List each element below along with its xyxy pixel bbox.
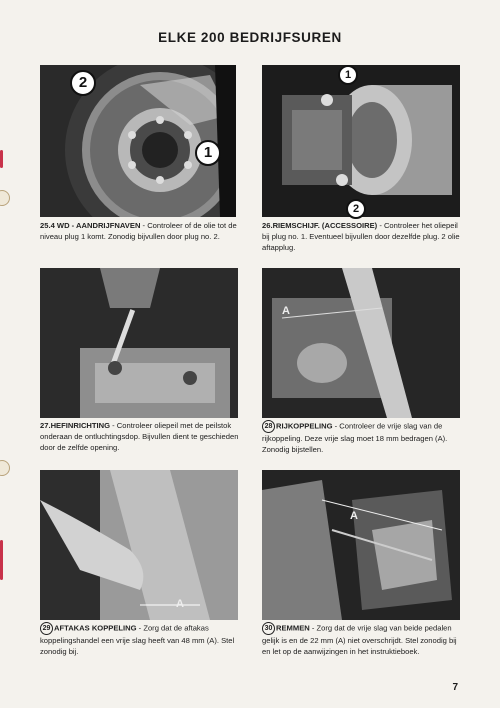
- caption-panel-26: 26.RIEMSCHIJF. (ACCESSOIRE) - Controleer het oliepeil bij plug no. 1. Eventueel bijvullen door dezelfde plug. 2 olie aftapplug.: [262, 221, 460, 252]
- callout-2: 2: [346, 199, 366, 219]
- step-text: Controleer of de olie tot de niveau plug 1 komt. Zonodig bijvullen door plug no. 2.: [40, 221, 237, 241]
- callout-2: 2: [70, 70, 96, 96]
- dimension-label-a: A: [282, 305, 290, 317]
- binder-hole: [0, 190, 10, 206]
- dimension-label-a: A: [176, 598, 184, 610]
- caption-panel-30: 30 REMMEN - Zorg dat de vrije slag van beide pedalen gelijk is en de 22 mm (A) niet overschrijdt. Stel zonodig bij en let op de aanwijzingen in het instruktieboek.: [262, 623, 457, 656]
- edge-mark: [0, 150, 3, 168]
- photo-brake-pedals: [262, 470, 460, 620]
- photo-hydraulic-lift: [40, 268, 238, 418]
- photo-clutch-pedal: [262, 268, 460, 418]
- caption-panel-29: 29 AFTAKAS KOPPELING - Zorg dat de aftakas koppelingshandel een vrije slag heeft van 48 mm (A). Stel zonodig bij.: [40, 623, 235, 656]
- binder-hole: [0, 460, 10, 476]
- step-number: 25.: [40, 221, 51, 230]
- photo-belt-pulley: [262, 65, 460, 217]
- photo-pto-clutch-lever: [40, 470, 238, 620]
- page-number: 7: [452, 682, 458, 693]
- edge-mark: [0, 540, 3, 580]
- callout-1: 1: [338, 65, 358, 85]
- caption-panel-25: 25.4 WD - AANDRIJFNAVEN - Controleer of de olie tot de niveau plug 1 komt. Zonodig bijvullen door plug no. 2.: [40, 221, 237, 241]
- page-title: ELKE 200 BEDRIJFSUREN: [158, 30, 342, 45]
- callout-1: 1: [195, 140, 221, 166]
- dimension-label-a: A: [350, 510, 358, 522]
- caption-panel-27: 27.HEFINRICHTING - Controleer oliepeil met de peilstok onderaan de ontluchtingsdop. Bijvullen dient te geschieden door de zelfde opening.: [40, 421, 239, 452]
- caption-panel-28: 28 RIJKOPPELING - Controleer de vrije slag van de rijkoppeling. Deze vrije slag moet 18 mm bedragen (A). Zonodig bijstellen.: [262, 421, 448, 454]
- step-title: 4 WD - AANDRIJFNAVEN: [50, 221, 141, 230]
